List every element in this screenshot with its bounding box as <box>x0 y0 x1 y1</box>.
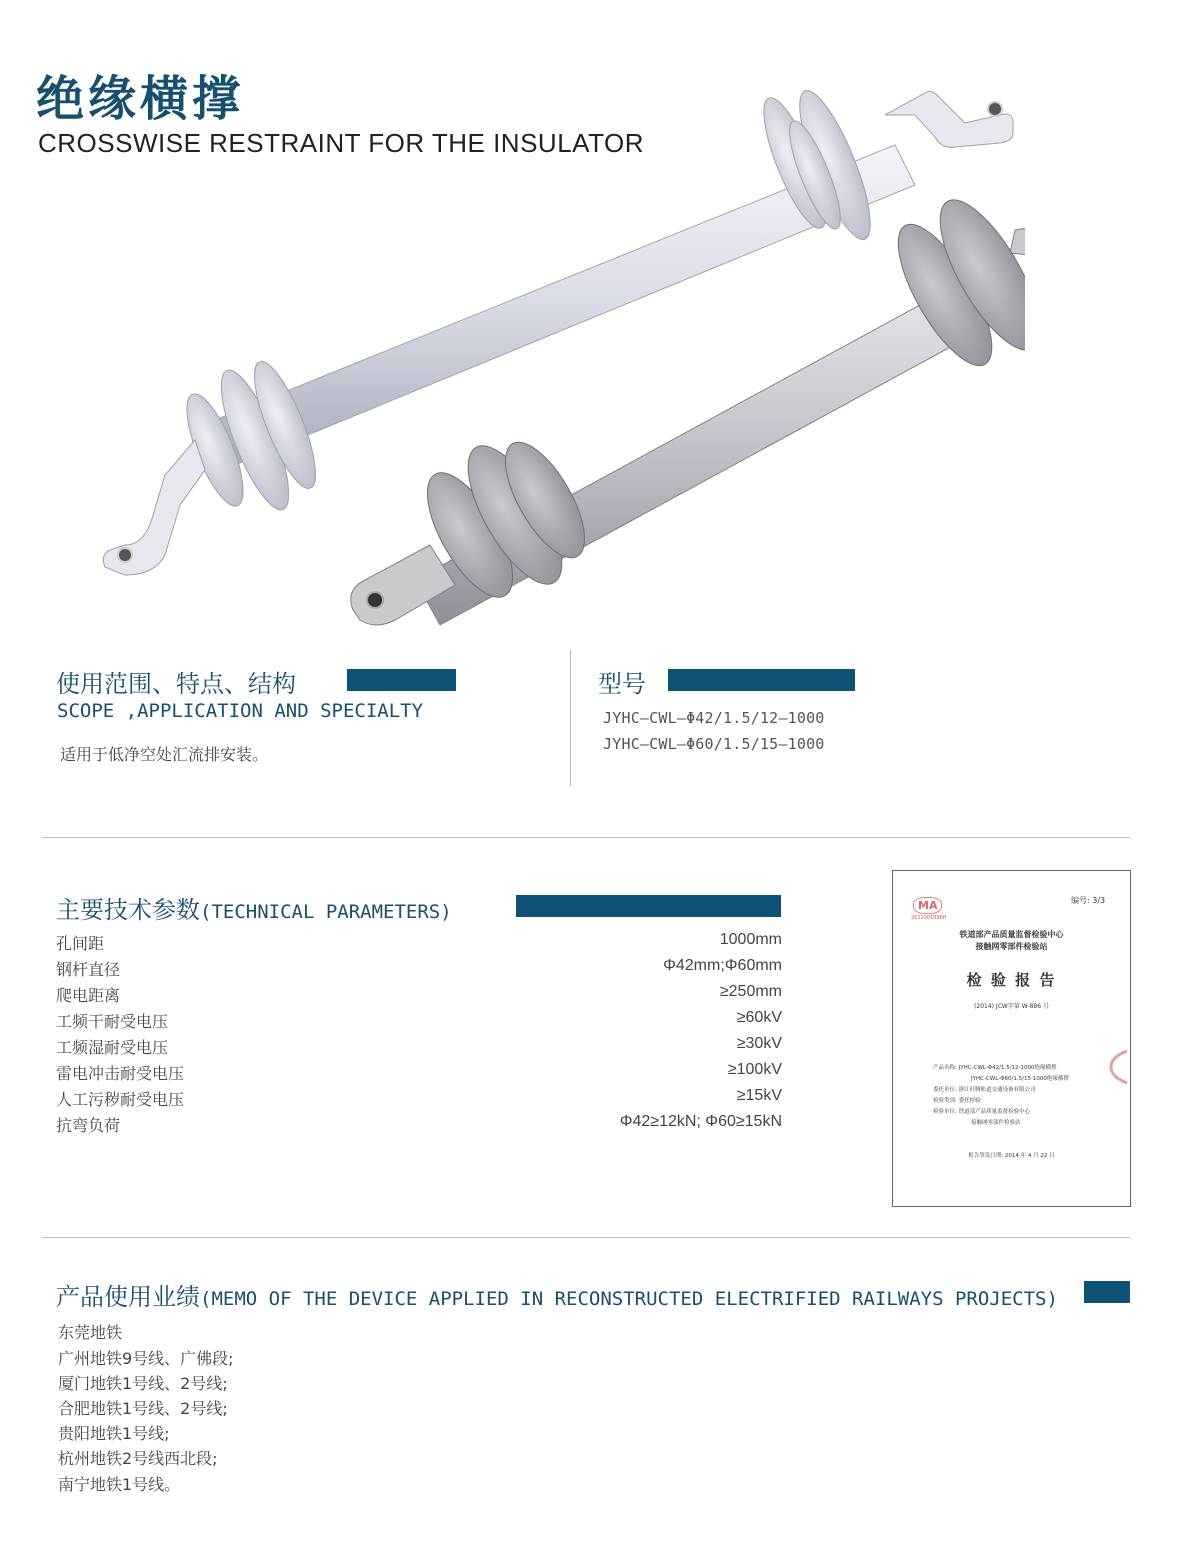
param-row <box>56 1087 782 1113</box>
project-item: 厦门地铁1号线、2号线; <box>58 1374 228 1393</box>
certificate-detail: 接触网零部件检验站 <box>971 1120 1021 1126</box>
product-photo <box>95 75 1025 635</box>
param-value: ≥15kV <box>736 1087 782 1104</box>
inspection-certificate <box>892 870 1131 1207</box>
cma-number: 2012001096H <box>911 915 947 921</box>
section-divider <box>42 1237 1130 1238</box>
param-name: 工频干耐受电压 <box>56 1012 169 1031</box>
section-divider-vertical <box>570 650 571 786</box>
param-name: 雷电冲击耐受电压 <box>56 1064 185 1083</box>
certificate-detail: 产品名称: JYHC-CWL-Φ42/1.5/12-1000绝缘横撑 <box>933 1065 1057 1071</box>
project-item: 南宁地铁1号线。 <box>58 1475 181 1494</box>
project-item: 杭州地铁2号线西北段; <box>58 1449 218 1468</box>
param-value: ≥30kV <box>736 1035 782 1052</box>
params-title-cn: 主要技术参数 <box>56 896 200 924</box>
param-row <box>56 1113 782 1139</box>
project-item: 东莞地铁 <box>58 1323 123 1342</box>
param-value: ≥250mm <box>719 983 782 1000</box>
scope-title-bar <box>347 669 456 691</box>
projects-title <box>56 1277 1058 1312</box>
param-value: 1000mm <box>719 931 782 948</box>
param-row <box>56 957 782 983</box>
certificate-title: 检 验 报 告 <box>966 971 1057 989</box>
model-title-cn: 型号 <box>598 670 646 698</box>
project-item: 合肥地铁1号线、2号线; <box>58 1399 228 1418</box>
cma-logo: MA <box>913 897 942 914</box>
param-value: ≥60kV <box>736 1009 782 1026</box>
param-row <box>56 1035 782 1061</box>
page-subtitle: CROSSWISE RESTRAINT FOR THE INSULATOR <box>38 128 644 158</box>
certificate-org-line1: 铁道部产品质量监督检验中心 <box>959 930 1064 939</box>
scope-title-en: SCOPE ,APPLICATION AND SPECIALTY <box>57 700 424 722</box>
param-row <box>56 1061 782 1087</box>
projects-title-bar <box>1084 1281 1130 1303</box>
params-title <box>56 890 452 925</box>
stamp-mark <box>1107 1049 1129 1085</box>
projects-title-cn: 产品使用业绩 <box>56 1283 200 1311</box>
params-title-bar <box>516 895 781 917</box>
projects-title-en: (MEMO OF THE DEVICE APPLIED IN RECONSTRUCTED ELECTRIFIED RAILWAYS PROJECTS) <box>200 1288 1058 1310</box>
certificate-org-line2: 接触网零部件检验站 <box>975 942 1048 951</box>
model-item: JYHC–CWL–Φ42/1.5/12–1000 <box>603 709 825 727</box>
model-title-bar <box>668 669 855 691</box>
param-value: ≥100kV <box>727 1061 782 1078</box>
param-name: 抗弯负荷 <box>56 1116 121 1135</box>
param-name: 孔间距 <box>56 934 105 953</box>
param-name: 爬电距离 <box>56 986 121 1005</box>
section-divider <box>42 837 1130 838</box>
model-item: JYHC–CWL–Φ60/1.5/15–1000 <box>603 735 825 753</box>
certificate-detail: 委托单位: 浙江旺腾轨道交通设备有限公司 <box>933 1087 1036 1093</box>
project-item: 广州地铁9号线、广佛段; <box>58 1349 234 1368</box>
page-title: 绝缘横撑 <box>36 71 245 127</box>
certificate-detail: 检验单位: 铁道部产品质量监督检验中心 <box>933 1109 1031 1115</box>
certificate-report-no: (2014) JCW字第 W-886 号 <box>974 1003 1049 1010</box>
certificate-detail: 检验类别: 委托检验 <box>933 1098 981 1104</box>
param-name: 人工污秽耐受电压 <box>56 1090 185 1109</box>
certificate-detail: JYHC-CWL-Φ60/1.5/15-1000绝缘横撑 <box>971 1076 1069 1082</box>
certificate-page-no: 编号: 3/3 <box>1071 896 1106 905</box>
param-row <box>56 931 782 957</box>
scope-title-cn: 使用范围、特点、结构 <box>56 670 296 698</box>
param-value: Φ42≥12kN; Φ60≥15kN <box>619 1113 782 1130</box>
certificate-date: 报告签发日期: 2014 年 4 月 22 日 <box>968 1153 1055 1159</box>
param-name: 钢杆直径 <box>56 960 121 979</box>
scope-text: 适用于低净空处汇流排安装。 <box>60 745 269 764</box>
project-item: 贵阳地铁1号线; <box>58 1424 170 1443</box>
params-title-en: (TECHNICAL PARAMETERS) <box>200 901 452 923</box>
param-name: 工频湿耐受电压 <box>56 1038 169 1057</box>
param-row <box>56 1009 782 1035</box>
param-row <box>56 983 782 1009</box>
param-value: Φ42mm;Φ60mm <box>663 957 782 974</box>
